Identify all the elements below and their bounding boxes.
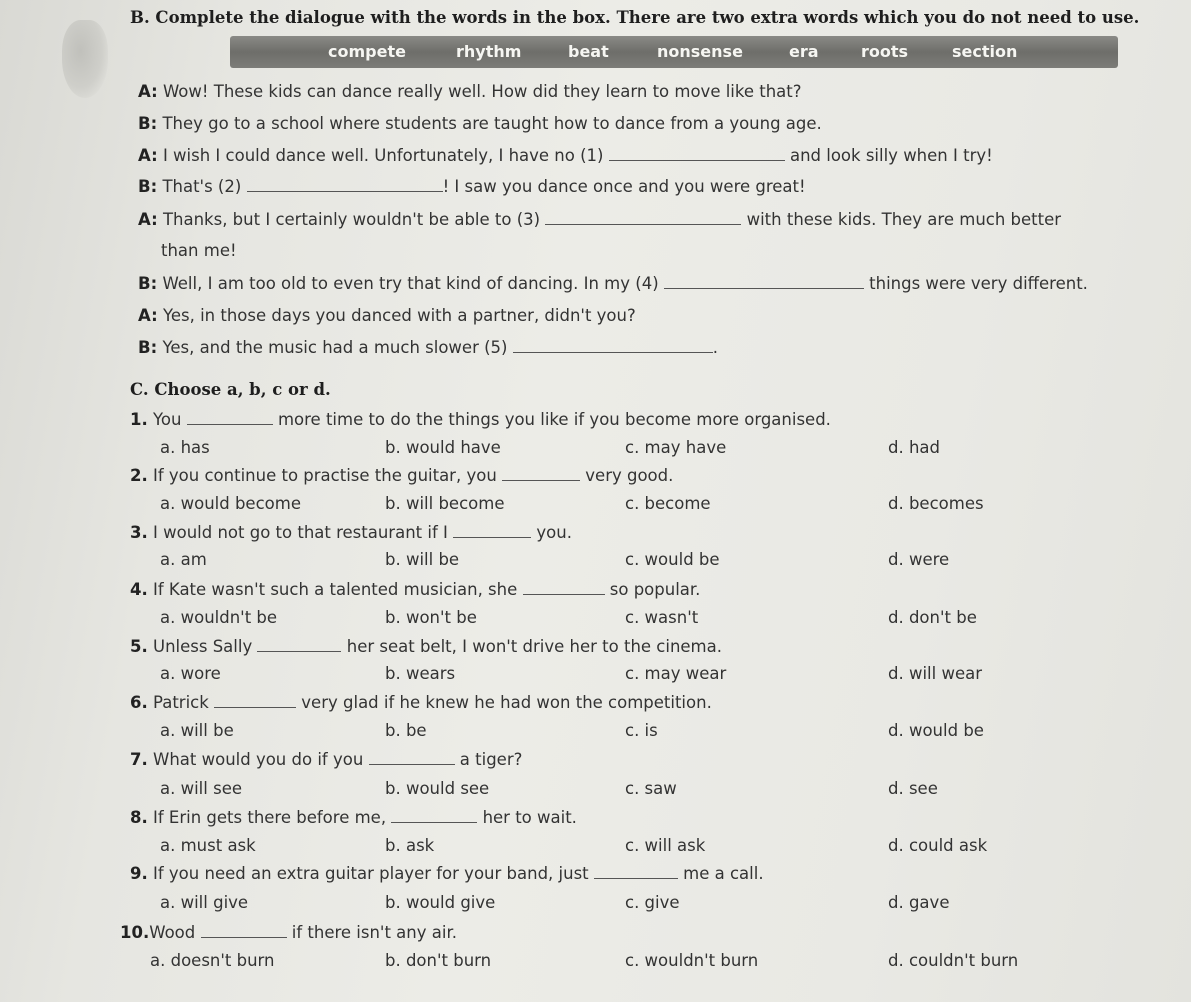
word-box-item: era	[789, 42, 819, 61]
question-number: 7.	[130, 750, 148, 769]
question-blank[interactable]	[257, 637, 341, 652]
option-d[interactable]: d. couldn't burn	[888, 951, 1019, 970]
speaker-label: B:	[138, 114, 158, 133]
option-b[interactable]: b. would have	[385, 438, 501, 457]
question-number: 6.	[130, 693, 148, 712]
dialogue-text: That's (2)	[162, 177, 242, 196]
question-blank[interactable]	[391, 808, 477, 823]
option-c[interactable]: c. wouldn't burn	[625, 951, 759, 970]
dialogue-line	[138, 114, 822, 133]
speaker-label: A:	[138, 82, 158, 101]
dialogue-text: ! I saw you dance once and you were great!	[442, 177, 806, 196]
option-c[interactable]: c. give	[625, 893, 680, 912]
option-b[interactable]: b. will be	[385, 550, 460, 569]
question-stem	[130, 808, 577, 827]
option-a[interactable]: a. will give	[160, 893, 249, 912]
option-d[interactable]: d. see	[888, 779, 938, 798]
option-a[interactable]: a. must ask	[160, 836, 256, 855]
question-blank[interactable]	[453, 523, 531, 538]
question-text: if there isn't any air.	[291, 923, 457, 942]
question-text: you.	[536, 523, 572, 542]
option-c[interactable]: c. wasn't	[625, 608, 699, 627]
dialogue-line	[161, 241, 237, 260]
option-a[interactable]: a. wore	[160, 664, 221, 683]
option-d[interactable]: d. would be	[888, 721, 984, 740]
dialogue-text: Well, I am too old to even try that kind of dancing. In my (4)	[162, 274, 659, 293]
question-blank[interactable]	[214, 693, 296, 708]
dialogue-text: Yes, and the music had a much slower (5)	[162, 338, 508, 357]
option-b[interactable]: b. ask	[385, 836, 435, 855]
question-blank[interactable]	[187, 410, 273, 425]
option-c[interactable]: c. become	[625, 494, 711, 513]
question-stem	[130, 693, 712, 712]
dialogue-line	[138, 177, 806, 196]
question-text: her to wait.	[482, 808, 577, 827]
option-d[interactable]: d. becomes	[888, 494, 984, 513]
speaker-label: A:	[138, 306, 158, 325]
word-box-item: roots	[861, 42, 909, 61]
question-stem	[130, 637, 722, 656]
question-number: 4.	[130, 580, 148, 599]
question-text: If you need an extra guitar player for your band, just	[153, 864, 589, 883]
option-d[interactable]: d. gave	[888, 893, 950, 912]
question-text: What would you do if you	[153, 750, 364, 769]
question-text: If Erin gets there before me,	[153, 808, 387, 827]
dialogue-text: with these kids. They are much better	[746, 210, 1062, 229]
speaker-label: B:	[138, 338, 158, 357]
word-box-item: rhythm	[456, 42, 522, 61]
answer-blank-1[interactable]	[609, 146, 785, 161]
option-a[interactable]: a. would become	[160, 494, 301, 513]
section-c-title: C. Choose a, b, c or d.	[130, 380, 331, 399]
option-b[interactable]: b. don't burn	[385, 951, 492, 970]
dialogue-text: I wish I could dance well. Unfortunately, I have no (1)	[162, 146, 604, 165]
option-d[interactable]: d. don't be	[888, 608, 977, 627]
option-b[interactable]: b. wears	[385, 664, 456, 683]
dialogue-line	[138, 306, 636, 325]
question-text: I would not go to that restaurant if I	[153, 523, 448, 542]
question-number: 3.	[130, 523, 148, 542]
option-a[interactable]: a. has	[160, 438, 210, 457]
answer-blank-5[interactable]	[513, 338, 713, 353]
question-text: me a call.	[683, 864, 764, 883]
question-number: 2.	[130, 466, 148, 485]
question-stem	[120, 923, 457, 942]
option-d[interactable]: d. could ask	[888, 836, 988, 855]
speaker-label: B:	[138, 274, 158, 293]
question-number: 8.	[130, 808, 148, 827]
question-blank[interactable]	[369, 750, 455, 765]
option-b[interactable]: b. be	[385, 721, 427, 740]
option-c[interactable]: c. saw	[625, 779, 677, 798]
question-text: Wood	[149, 923, 196, 942]
question-text: If Kate wasn't such a talented musician, she	[153, 580, 518, 599]
dialogue-line	[138, 146, 993, 165]
question-stem	[130, 410, 831, 429]
option-b[interactable]: b. would see	[385, 779, 490, 798]
question-number: 10.	[120, 923, 150, 942]
question-blank[interactable]	[523, 580, 605, 595]
option-c[interactable]: c. may wear	[625, 664, 727, 683]
dialogue-text: .	[712, 338, 718, 357]
question-stem	[130, 466, 673, 485]
dialogue-text: and look silly when I try!	[789, 146, 993, 165]
word-box-item: section	[952, 42, 1018, 61]
dialogue-text: than me!	[161, 241, 237, 260]
section-b-title: B. Complete the dialogue with the words in the box. There are two extra words which you do not need to use.	[130, 8, 1140, 27]
option-b[interactable]: b. will become	[385, 494, 505, 513]
question-text: very glad if he knew he had won the competition.	[301, 693, 712, 712]
option-b[interactable]: b. won't be	[385, 608, 477, 627]
question-blank[interactable]	[502, 466, 580, 481]
word-box-item: compete	[328, 42, 406, 61]
word-box-item: beat	[568, 42, 609, 61]
question-text: more time to do the things you like if you become more organised.	[277, 410, 831, 429]
dialogue-text: Yes, in those days you danced with a partner, didn't you?	[162, 306, 636, 325]
speaker-label: A:	[138, 146, 158, 165]
question-text: a tiger?	[459, 750, 523, 769]
question-blank[interactable]	[201, 923, 287, 938]
option-c[interactable]: c. may have	[625, 438, 727, 457]
option-a[interactable]: a. am	[160, 550, 207, 569]
option-d[interactable]: d. will wear	[888, 664, 982, 683]
option-d[interactable]: d. were	[888, 550, 950, 569]
option-a[interactable]: a. doesn't burn	[150, 951, 275, 970]
option-a[interactable]: a. will see	[160, 779, 242, 798]
dialogue-text: things were very different.	[869, 274, 1088, 293]
question-text: Patrick	[153, 693, 209, 712]
question-text: very good.	[585, 466, 674, 485]
option-b[interactable]: b. would give	[385, 893, 496, 912]
question-text: her seat belt, I won't drive her to the cinema.	[346, 637, 722, 656]
option-c[interactable]: c. will ask	[625, 836, 706, 855]
word-box	[230, 36, 1118, 68]
question-blank[interactable]	[594, 864, 678, 879]
dialogue-text: They go to a school where students are taught how to dance from a young age.	[162, 114, 822, 133]
option-c[interactable]: c. would be	[625, 550, 720, 569]
dialogue-line	[138, 210, 1061, 229]
question-stem	[130, 580, 700, 599]
dialogue-text: Wow! These kids can dance really well. How did they learn to move like that?	[162, 82, 802, 101]
question-number: 5.	[130, 637, 148, 656]
answer-blank-3[interactable]	[545, 210, 741, 225]
option-c[interactable]: c. is	[625, 721, 658, 740]
option-a[interactable]: a. will be	[160, 721, 234, 740]
question-number: 9.	[130, 864, 148, 883]
question-stem	[130, 750, 522, 769]
answer-blank-2[interactable]	[247, 177, 443, 192]
answer-blank-4[interactable]	[664, 274, 864, 289]
question-stem	[130, 523, 572, 542]
dialogue-line	[138, 82, 802, 101]
question-text: If you continue to practise the guitar, you	[153, 466, 497, 485]
speaker-label: B:	[138, 177, 158, 196]
dialogue-line	[138, 274, 1088, 293]
question-number: 1.	[130, 410, 148, 429]
page-smudge	[62, 20, 108, 98]
option-a[interactable]: a. wouldn't be	[160, 608, 278, 627]
question-stem	[130, 864, 764, 883]
word-box-item: nonsense	[657, 42, 743, 61]
question-text: You	[153, 410, 182, 429]
speaker-label: A:	[138, 210, 158, 229]
dialogue-text: Thanks, but I certainly wouldn't be able to (3)	[162, 210, 541, 229]
option-d[interactable]: d. had	[888, 438, 941, 457]
question-text: so popular.	[609, 580, 701, 599]
dialogue-line	[138, 338, 718, 357]
question-text: Unless Sally	[153, 637, 253, 656]
